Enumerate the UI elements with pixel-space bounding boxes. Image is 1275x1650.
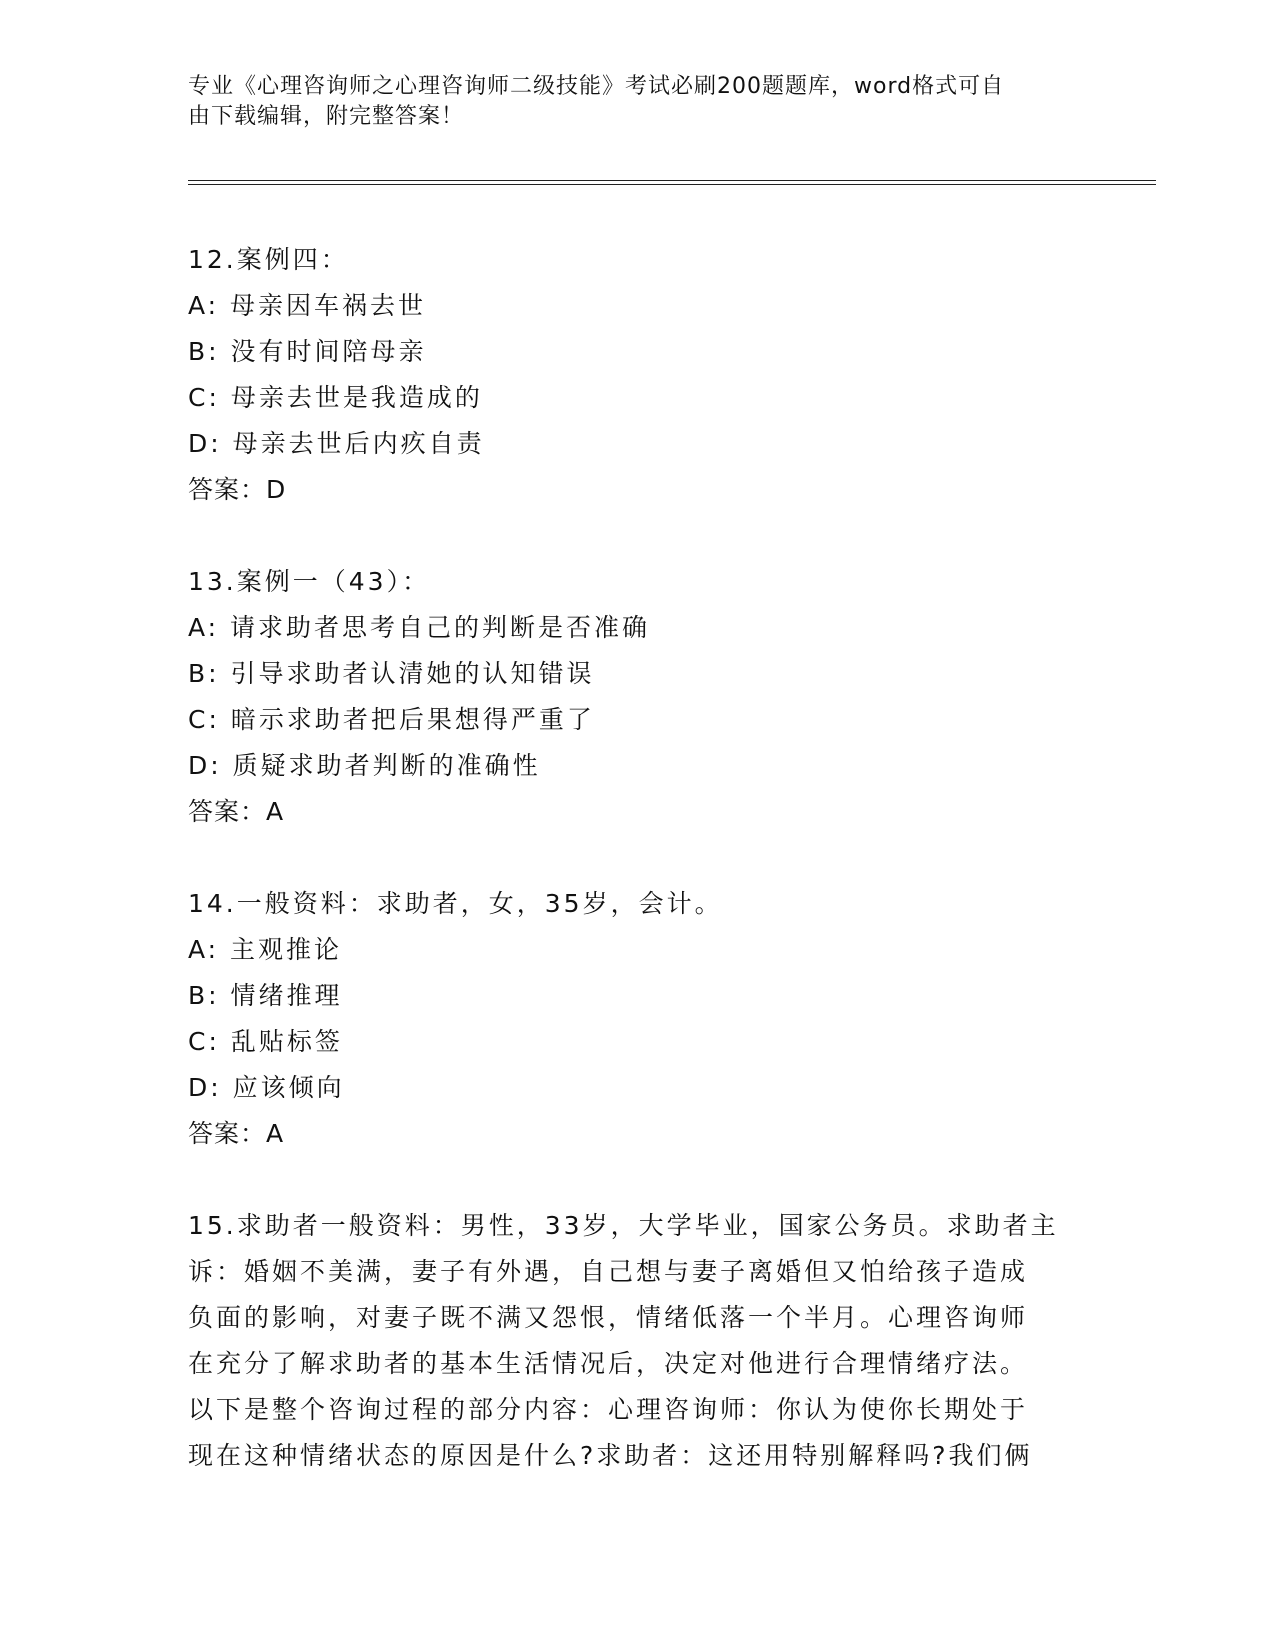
paragraph-line: 负面的影响，对妻子既不满又怨恨，情绪低落一个半月。心理咨询师 bbox=[188, 1303, 1029, 1332]
question-12 bbox=[188, 237, 1088, 513]
answer-line: 答案：A bbox=[188, 797, 285, 826]
header-line-1: 专业《心理咨询师之心理咨询师二级技能》考试必刷200题题库，word格式可自 bbox=[188, 74, 1005, 99]
answer-line: 答案：D bbox=[188, 475, 287, 504]
question-14 bbox=[188, 881, 1088, 1157]
option-a: A: 请求助者思考自己的判断是否准确 bbox=[188, 613, 651, 642]
paragraph-line: 15.求助者一般资料：男性，33岁，大学毕业，国家公务员。求助者主 bbox=[188, 1211, 1059, 1240]
option-d: D: 应该倾向 bbox=[188, 1073, 345, 1102]
question-stem: 14.一般资料：求助者，女，35岁，会计。 bbox=[188, 889, 723, 918]
option-b: B: 引导求助者认清她的认知错误 bbox=[188, 659, 595, 688]
question-13 bbox=[188, 559, 1088, 835]
option-b: B: 情绪推理 bbox=[188, 981, 343, 1010]
option-a: A: 主观推论 bbox=[188, 935, 343, 964]
answer-line: 答案：A bbox=[188, 1119, 285, 1148]
paragraph-line: 现在这种情绪状态的原因是什么?求助者：这还用特别解释吗?我们俩 bbox=[188, 1441, 1033, 1470]
question-15-text bbox=[188, 1203, 1088, 1479]
header-divider-bottom bbox=[188, 184, 1156, 185]
question-stem: 13.案例一（43）： bbox=[188, 567, 431, 596]
option-b: B: 没有时间陪母亲 bbox=[188, 337, 427, 366]
option-d: D: 质疑求助者判断的准确性 bbox=[188, 751, 541, 780]
question-stem: 12.案例四： bbox=[188, 245, 349, 274]
option-c: C: 暗示求助者把后果想得严重了 bbox=[188, 705, 595, 734]
option-d: D: 母亲去世后内疚自责 bbox=[188, 429, 485, 458]
paragraph-line: 诉：婚姻不美满，妻子有外遇，自己想与妻子离婚但又怕给孩子造成 bbox=[188, 1257, 1029, 1286]
option-c: C: 母亲去世是我造成的 bbox=[188, 383, 483, 412]
header-line-2: 由下载编辑，附完整答案！ bbox=[188, 104, 465, 129]
paragraph-line: 以下是整个咨询过程的部分内容：心理咨询师：你认为使你长期处于 bbox=[188, 1395, 1029, 1424]
document-header bbox=[188, 72, 1068, 132]
header-divider-top bbox=[188, 180, 1156, 181]
option-a: A: 母亲因车祸去世 bbox=[188, 291, 427, 320]
paragraph-line: 在充分了解求助者的基本生活情况后，决定对他进行合理情绪疗法。 bbox=[188, 1349, 1029, 1378]
option-c: C: 乱贴标签 bbox=[188, 1027, 343, 1056]
question-list bbox=[188, 237, 1088, 1479]
